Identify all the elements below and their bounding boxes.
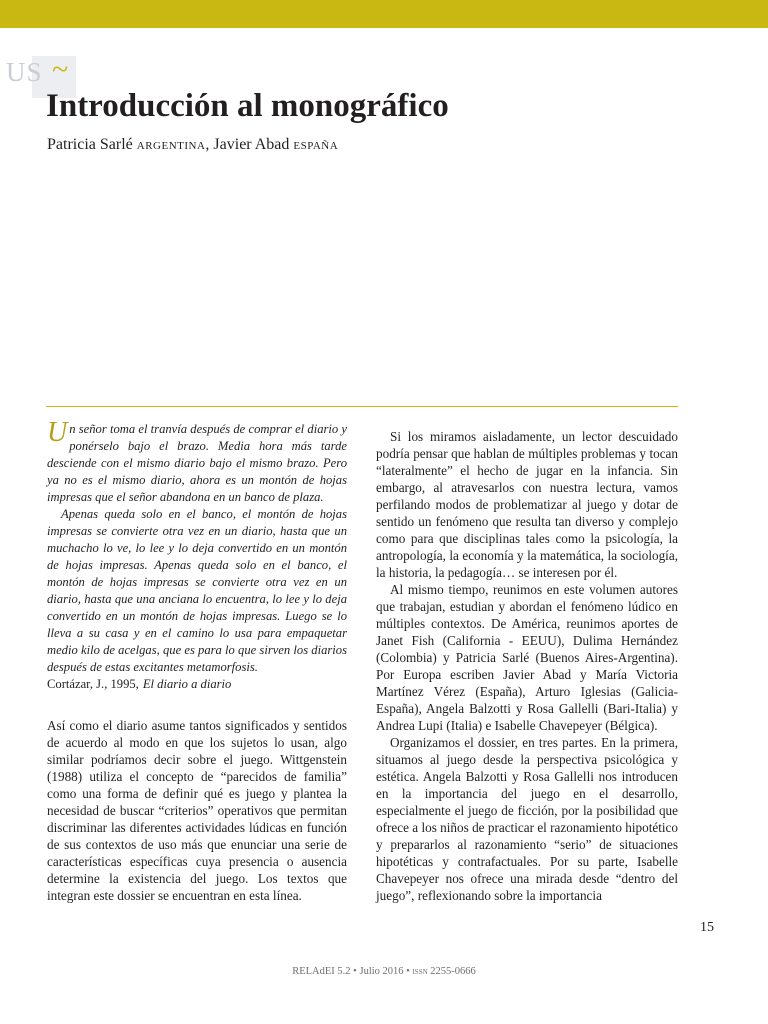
body-paragraph: Organizamos el dossier, en tres partes. En la primera, situamos al juego desde la perspectiva psicológica y estética. Angela Balzotti y Rosa Gallelli nos introducen en la importancia del juego en el desarrollo, especialmente el juego de ficción, por la posibilidad que ofrece a los niños de practicar el razonamiento hipotético y prepararlos al razonamiento “serio” de situaciones hipotéticas y contrafactuales. Por su parte, Isabelle Chavepeyer nos ofrece una mirada desde “dentro del juego”, reflexionando sobre la importancia [376, 735, 678, 903]
body-paragraph: Así como el diario asume tantos significados y sentidos de acuerdo al modo en que los sujetos lo usan, algo similar podríamos decir sobre el juego. Wittgenstein (1988) utiliza el concepto de “parecidos de familia” como una forma de definir qué es juego y plantea la necesidad de buscar “criterios” operativos que permitan discriminar las diferentes actividades lúdicas en función de sus contextos de uso más que enunciar una serie de características específicas cuya presencia o ausencia determine la existencia del juego. Los textos que integran este dossier se encuentran en esta línea. [47, 718, 347, 903]
author-line [47, 135, 338, 155]
logo-letters: US [6, 57, 43, 87]
article-title: Introducción al monográfico [46, 88, 449, 124]
header-color-band [0, 0, 768, 28]
footer-bullet: • [353, 966, 357, 977]
body-paragraph: Al mismo tiempo, reunimos en este volumen autores que trabajan, estudian y abordan el fenómeno lúdico en múltiples contextos. De América, reunimos aportes de Janet Fish (California - EEUU), Dulima Hernández (Colombia) y Patricia Sarlé (Buenos Aires-Argentina). Por Europa escriben Javier Abad y María Victoria Martínez Vérez (España), Arturo Iglesias (Galicia-España), Angela Balzotti y Rosa Gallelli (Bari-Italia) y Andrea Lupi (Italia) e Isabelle Chavepeyer (Bélgica). [376, 582, 678, 733]
epigraph [47, 417, 347, 676]
page-number: 15 [700, 920, 714, 935]
right-column [376, 428, 678, 904]
logo-tilde-mark: ~ [52, 53, 69, 86]
epigraph-citation [47, 676, 347, 693]
body-paragraph: Si los miramos aisladamente, un lector descuidado podría pensar que hablan de múltiples problemas y tocan “lateralmente” el hecho de jugar en la infancia. Sin embargo, al atravesarlos con nuestra lectura, vamos perfilando modos de problematizar al juego y dotar de sentido un fenómeno que resulta tan diverso y complejo como para que disciplinas tales como la psicología, la antropología, la economía y la matemática, la sociología, la historia, la pedagogía… se interesen por él. [376, 429, 678, 580]
epigraph-paragraph [47, 417, 347, 506]
footer-journal: RELAdEI 5.2 [292, 966, 351, 977]
epigraph-text: n señor toma el tranvía después de comprar el diario y ponérselo bajo el brazo. Media hora más tarde desciende con el mismo diario bajo el mismo brazo. Pero ya no es el mismo diario, ahora es un montón de hojas impresas que el señor abandona en un banco de plaza. [47, 422, 347, 504]
left-body [47, 717, 347, 904]
author-name: Javier Abad [213, 136, 290, 153]
section-divider [46, 406, 678, 407]
author-country: argentina [136, 137, 206, 153]
author-separator: , [205, 136, 210, 153]
citation-work: El diario a diario [142, 677, 232, 691]
footer-bullet: • [406, 966, 410, 977]
page-footer [0, 966, 768, 977]
left-column [47, 417, 347, 904]
author-name: Patricia Sarlé [47, 136, 133, 153]
footer-date: Julio 2016 [359, 966, 404, 977]
author-country: españa [293, 137, 339, 153]
drop-cap: U [47, 417, 68, 448]
citation-author: Cortázar, J., 1995, [47, 677, 139, 691]
footer-issn: issn 2255-0666 [412, 966, 476, 977]
epigraph-paragraph: Apenas queda solo en el banco, el montón de hojas impresas se convierte otra vez en un diario, hasta que un muchacho lo ve, lo lee y lo deja convertido en un montón de hojas impresas. Apenas queda solo en el banco, el montón de hojas impresas se convierte otra vez en un diario, hasta que una anciana lo encuentra, lo lee y lo deja convertido en un montón de hojas impresas. Luego se lo lleva a su casa y en el camino lo usa para empaquetar medio kilo de acelgas, que es para lo que sirven los diarios después de estas excitantes metamorfosis. [47, 507, 347, 674]
